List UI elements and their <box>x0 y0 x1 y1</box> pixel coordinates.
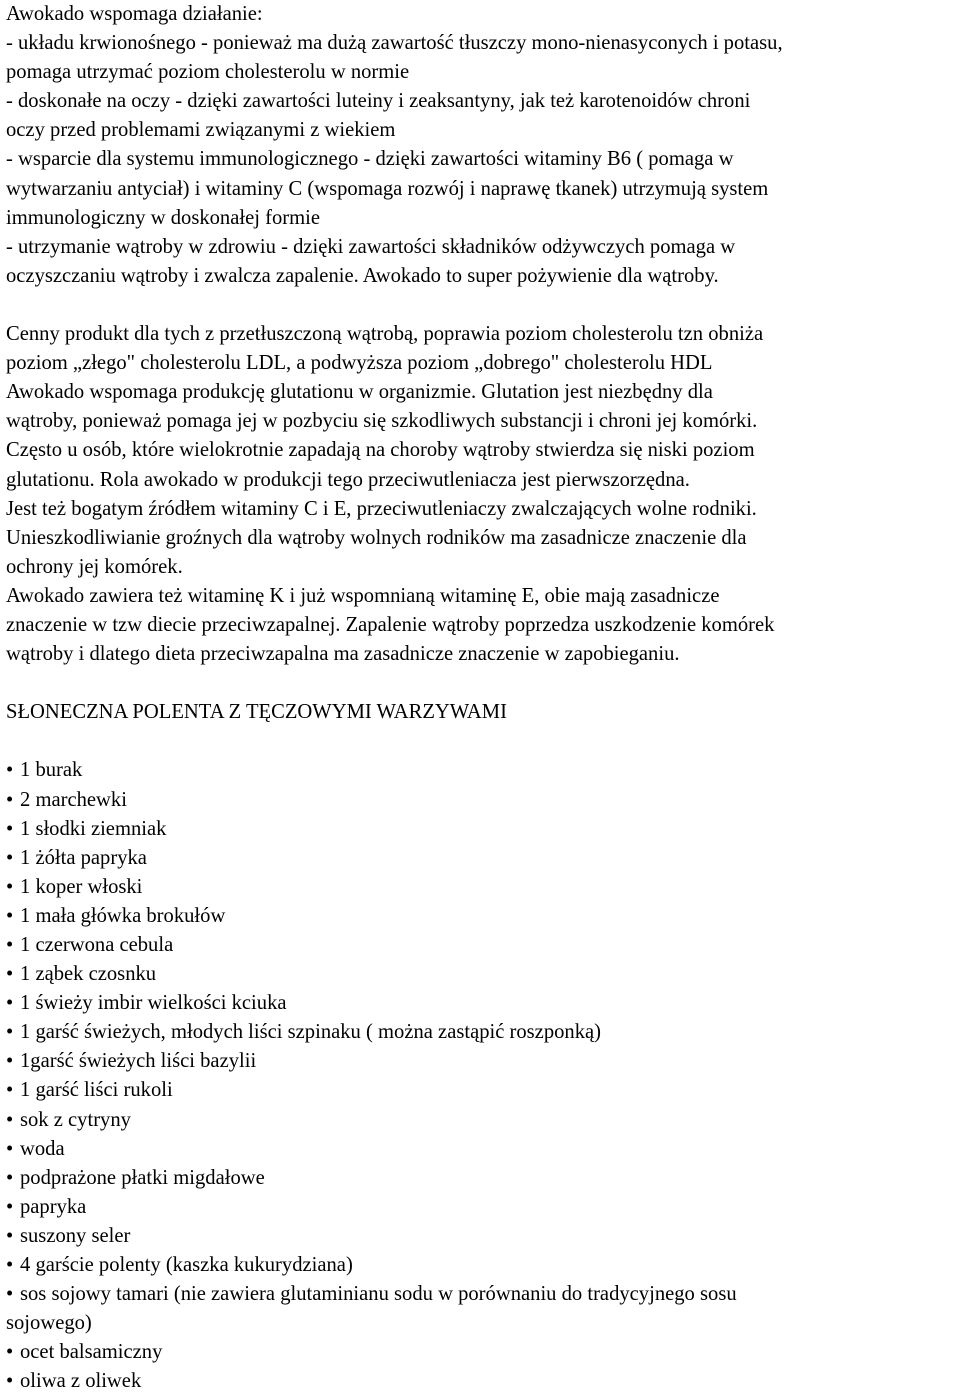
intro-line: immunologiczny w doskonałej formie <box>6 206 320 229</box>
body-line: Jest też bogatym źródłem witaminy C i E, przeciwutleniaczy zwalczających wolne rodniki. <box>6 497 757 520</box>
body-line: ochrony jej komórek. <box>6 555 183 578</box>
bullet-icon: • <box>6 1079 14 1102</box>
ingredient-item <box>6 815 954 844</box>
bullet-icon: • <box>6 1195 14 1218</box>
ingredient-item <box>6 1222 954 1251</box>
ingredient-text: 2 marchewki <box>20 788 127 811</box>
ingredient-item <box>6 786 954 815</box>
body-line: Unieszkodliwianie groźnych dla wątroby wolnych rodników ma zasadnicze znaczenie dla <box>6 526 747 549</box>
ingredient-item <box>6 1018 954 1047</box>
ingredient-list-tail <box>6 1338 954 1396</box>
ingredient-text: 1 czerwona cebula <box>20 934 174 956</box>
document-page <box>6 0 954 1397</box>
intro-line: - utrzymanie wątroby w zdrowiu - dzięki zawartości składników odżywczych pomaga w <box>6 235 736 258</box>
ingredient-text: podprażone płatki migdałowe <box>20 1166 265 1189</box>
paragraph-spacer <box>6 291 954 320</box>
body-line: Awokado zawiera też witaminę K i już wspomnianą witaminę E, obie mają zasadnicze <box>6 584 720 607</box>
bullet-icon: • <box>6 992 14 1015</box>
ingredient-item <box>6 1338 954 1367</box>
intro-line: oczy przed problemami związanymi z wiekiem <box>6 119 396 142</box>
ingredient-item <box>6 989 954 1018</box>
intro-section <box>6 0 954 291</box>
ingredient-item <box>6 873 954 902</box>
ingredient-item <box>6 1135 954 1164</box>
ingredient-text: 1 ząbek czosnku <box>20 963 157 986</box>
ingredient-item <box>6 844 954 873</box>
ingredient-item <box>6 960 954 989</box>
ingredient-item <box>6 756 954 785</box>
intro-line: Awokado wspomaga działanie: <box>6 3 263 25</box>
ingredient-item <box>6 1164 954 1193</box>
bullet-icon: • <box>6 875 14 898</box>
ingredient-text: 4 garście polenty (kaszka kukurydziana) <box>20 1254 353 1277</box>
body-section <box>6 320 954 669</box>
body-line: poziom „złego" cholesterolu LDL, a podwyższa poziom „dobrego" cholesterolu HDL <box>6 352 713 375</box>
ingredient-item <box>6 1367 954 1396</box>
ingredient-text: 1 słodki ziemniak <box>20 817 167 840</box>
bullet-icon: • <box>6 1283 14 1306</box>
ingredient-item <box>6 1251 954 1280</box>
ingredient-text: 1 żółta papryka <box>20 846 147 869</box>
ingredient-text: 1garść świeżych liści bazylii <box>20 1050 257 1073</box>
bullet-icon: • <box>6 788 14 811</box>
bullet-icon: • <box>6 759 14 782</box>
ingredient-text: 1 świeży imbir wielkości kciuka <box>20 992 287 1015</box>
intro-line: wytwarzaniu antyciał) i witaminy C (wspomaga rozwój i naprawę tkanek) utrzymują system <box>6 177 769 200</box>
paragraph-spacer <box>6 669 954 698</box>
ingredient-text: papryka <box>20 1195 87 1218</box>
ingredient-list <box>6 756 954 1280</box>
ingredient-text: sok z cytryny <box>20 1108 131 1131</box>
intro-line: - układu krwionośnego - ponieważ ma dużą zawartość tłuszczy mono-nienasyconych i potasu, <box>6 32 783 55</box>
ingredient-text-continued: sojowego) <box>6 1312 92 1335</box>
intro-line: - doskonałe na oczy - dzięki zawartości luteiny i zeaksantyny, jak też karotenoidów chroni <box>6 90 751 113</box>
ingredient-text: sos sojowy tamari (nie zawiera glutaminianu sodu w porównaniu do tradycyjnego sosu <box>20 1283 737 1306</box>
body-line: znaczenie w tzw diecie przeciwzapalnej. Zapalenie wątroby poprzedza uszkodzenie komórek <box>6 613 775 636</box>
body-line: Cenny produkt dla tych z przetłuszczoną wątrobą, poprawia poziom cholesterolu tzn obniża <box>6 323 764 346</box>
ingredient-item <box>6 1280 954 1309</box>
bullet-icon: • <box>6 1166 14 1189</box>
intro-line: pomaga utrzymać poziom cholesterolu w normie <box>6 61 410 84</box>
bullet-icon: • <box>6 817 14 840</box>
ingredient-item <box>6 1047 954 1076</box>
bullet-icon: • <box>6 1254 14 1277</box>
bullet-icon: • <box>6 1137 14 1160</box>
recipe-title: SŁONECZNA POLENTA Z TĘCZOWYMI WARZYWAMI <box>6 701 507 724</box>
ingredient-text: 1 burak <box>20 759 83 782</box>
ingredient-text: woda <box>20 1137 65 1160</box>
ingredient-item <box>6 1076 954 1105</box>
bullet-icon: • <box>6 1108 14 1131</box>
bullet-icon: • <box>6 904 14 927</box>
bullet-icon: • <box>6 1050 14 1073</box>
body-line: wątroby i dlatego dieta przeciwzapalna ma zasadnicze znaczenie w zapobieganiu. <box>6 643 680 666</box>
bullet-icon: • <box>6 1224 14 1247</box>
ingredient-item <box>6 1193 954 1222</box>
bullet-icon: • <box>6 963 14 986</box>
ingredient-text: suszony seler <box>20 1224 131 1247</box>
bullet-icon: • <box>6 1341 14 1364</box>
body-line: glutationu. Rola awokado w produkcji tego przeciwutleniacza jest pierwszorzędna. <box>6 468 690 491</box>
bullet-icon: • <box>6 934 14 956</box>
ingredient-item <box>6 931 954 960</box>
ingredient-text: 1 garść świeżych, młodych liści szpinaku ( można zastąpić roszponką) <box>20 1021 602 1044</box>
bullet-icon: • <box>6 1370 14 1393</box>
body-line: wątroby, ponieważ pomaga jej w pozbyciu się szkodliwych substancji i chroni jej komórki. <box>6 410 758 433</box>
ingredient-text: oliwa z oliwek <box>20 1370 142 1393</box>
body-line: Awokado wspomaga produkcję glutationu w organizmie. Glutation jest niezbędny dla <box>6 381 713 404</box>
intro-line: - wsparcie dla systemu immunologicznego - dzięki zawartości witaminy B6 ( pomaga w <box>6 148 734 171</box>
ingredient-text: ocet balsamiczny <box>20 1341 163 1364</box>
ingredient-text: 1 mała główka brokułów <box>20 904 226 927</box>
ingredient-text: 1 koper włoski <box>20 875 143 898</box>
ingredient-item <box>6 1106 954 1135</box>
bullet-icon: • <box>6 846 14 869</box>
intro-line: oczyszczaniu wątroby i zwalcza zapalenie. Awokado to super pożywienie dla wątroby. <box>6 264 719 287</box>
ingredient-text: 1 garść liści rukoli <box>20 1079 173 1102</box>
body-line: Często u osób, które wielokrotnie zapadają na choroby wątroby stwierdza się niski poziom <box>6 439 755 462</box>
bullet-icon: • <box>6 1021 14 1044</box>
ingredient-item <box>6 902 954 931</box>
paragraph-spacer <box>6 727 954 756</box>
